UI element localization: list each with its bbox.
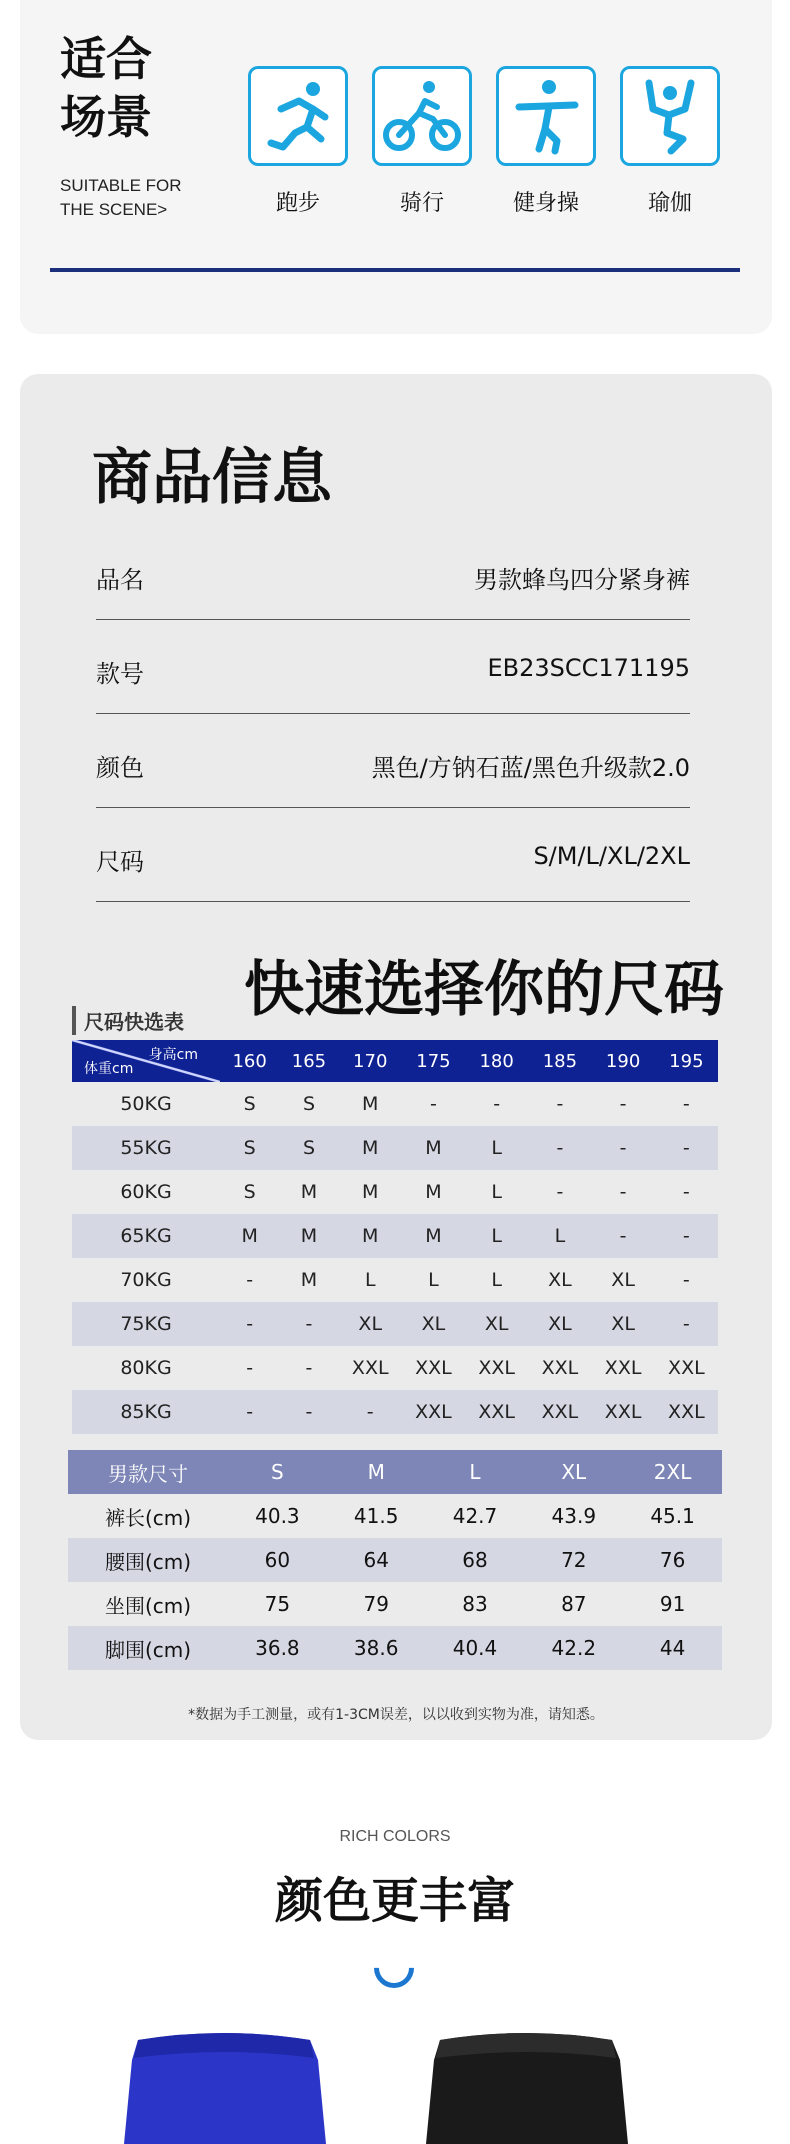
size-cell: XL xyxy=(611,1313,635,1335)
size-chart-header-row xyxy=(68,1450,722,1494)
height-header: 160 xyxy=(220,1040,279,1082)
size-chart-size-header: S xyxy=(228,1450,327,1494)
scene-label-running: 跑步 xyxy=(275,191,320,216)
info-value: 黑色/方钠石蓝/黑色升级款2.0 xyxy=(371,754,690,782)
size-cell: L xyxy=(364,1269,376,1291)
size-cell: L xyxy=(428,1269,439,1291)
size-cell: - xyxy=(556,1093,564,1115)
scene-label-aerobics: 健身操 xyxy=(512,191,579,216)
size-cell: L xyxy=(491,1225,502,1247)
size-cell: - xyxy=(682,1313,690,1335)
size-cell: S xyxy=(302,1093,315,1115)
size-cell: - xyxy=(682,1181,690,1203)
height-header: 175 xyxy=(402,1040,465,1082)
info-row-color xyxy=(96,714,690,808)
size-chart-row xyxy=(68,1626,722,1670)
size-cell: - xyxy=(682,1137,690,1159)
size-cell: M xyxy=(362,1181,379,1203)
size-cell: - xyxy=(682,1093,690,1115)
measure-value: 40.3 xyxy=(255,1504,300,1528)
measure-value: 68 xyxy=(462,1548,488,1572)
measure-value: 87 xyxy=(561,1592,587,1616)
size-cell: - xyxy=(246,1269,254,1291)
cycling-icon xyxy=(372,66,472,166)
measure-value: 83 xyxy=(462,1592,488,1616)
size-select-tag: 尺码快选表 xyxy=(72,1006,184,1035)
scene-subtitle-line2: THE SCENE> xyxy=(60,200,168,219)
measure-value: 42.2 xyxy=(551,1636,597,1660)
measure-value: 72 xyxy=(561,1548,587,1572)
scene-label-yoga: 瑜伽 xyxy=(647,191,692,216)
size-select-corner xyxy=(72,1040,220,1082)
size-cell: M xyxy=(362,1093,379,1115)
size-cell: - xyxy=(305,1357,313,1379)
info-key: 款号 xyxy=(96,660,144,688)
size-select-header-row xyxy=(72,1040,718,1082)
measure-value: 40.4 xyxy=(452,1636,498,1660)
size-cell: XXL xyxy=(604,1401,642,1423)
measure-value: 91 xyxy=(659,1592,686,1616)
size-cell: XXL xyxy=(668,1401,705,1423)
height-header: 185 xyxy=(528,1040,591,1082)
weight-cell: 70KG xyxy=(120,1269,172,1291)
blue-shorts-image xyxy=(118,2032,330,2144)
decorative-arc xyxy=(366,1940,423,1997)
weight-cell: 85KG xyxy=(120,1401,172,1423)
scene-subtitle xyxy=(60,174,182,222)
corner-height-label: 身高cm xyxy=(148,1047,198,1063)
running-icon xyxy=(248,66,348,166)
scene-title-line1: 适合 xyxy=(60,32,152,86)
size-cell: M xyxy=(425,1137,442,1159)
size-cell: M xyxy=(425,1225,442,1247)
size-cell: - xyxy=(556,1137,564,1159)
yoga-icon xyxy=(620,66,720,166)
size-cell: - xyxy=(246,1357,254,1379)
aerobics-icon xyxy=(496,66,596,166)
info-key: 颜色 xyxy=(96,754,144,782)
size-cell: XXL xyxy=(415,1357,452,1379)
size-cell: - xyxy=(493,1093,501,1115)
measure-label: 裤长(cm) xyxy=(104,1505,192,1530)
size-cell: M xyxy=(300,1225,318,1247)
size-chart-size-header: 2XL xyxy=(623,1450,722,1494)
size-cell: M xyxy=(300,1269,318,1291)
measure-label: 脚围(cm) xyxy=(104,1637,192,1662)
height-header: 195 xyxy=(655,1040,718,1082)
height-header: 165 xyxy=(279,1040,338,1082)
size-cell: L xyxy=(491,1181,502,1203)
size-chart-row xyxy=(68,1538,722,1582)
size-chart-size-header: L xyxy=(426,1450,525,1494)
measure-label: 腰围(cm) xyxy=(104,1549,192,1574)
size-cell: XL xyxy=(484,1313,509,1335)
size-select-row xyxy=(72,1302,718,1346)
size-cell: S xyxy=(302,1137,315,1159)
size-select-row xyxy=(72,1258,718,1302)
size-cell: - xyxy=(246,1401,254,1423)
scene-divider xyxy=(50,268,740,272)
height-header: 170 xyxy=(339,1040,402,1082)
size-cell: XL xyxy=(421,1313,446,1335)
info-row-style xyxy=(96,620,690,714)
size-cell: - xyxy=(556,1181,564,1203)
colors-subtitle: RICH COLORS xyxy=(339,1828,451,1845)
size-cell: XXL xyxy=(541,1357,579,1379)
size-cell: L xyxy=(491,1269,502,1291)
measurement-note: *数据为手工测量，或有1-3CM误差，以以收到实物为准，请知悉。 xyxy=(188,1707,604,1723)
measure-value: 44 xyxy=(659,1636,686,1660)
size-chart-size-header: XL xyxy=(524,1450,623,1494)
size-cell: S xyxy=(243,1137,256,1159)
weight-cell: 80KG xyxy=(120,1357,172,1379)
black-shorts-image xyxy=(420,2032,632,2144)
scene-title xyxy=(60,30,152,146)
weight-cell: 50KG xyxy=(120,1093,172,1115)
info-key: 尺码 xyxy=(96,848,144,876)
weight-cell: 60KG xyxy=(120,1181,172,1203)
size-select-row xyxy=(72,1082,718,1126)
size-cell: M xyxy=(425,1181,442,1203)
size-chart-header-label: 男款尺寸 xyxy=(68,1450,228,1494)
size-cell: - xyxy=(430,1093,437,1115)
weight-cell: 65KG xyxy=(120,1225,172,1247)
height-header: 190 xyxy=(592,1040,655,1082)
size-cell: XXL xyxy=(478,1357,515,1379)
size-chart-row xyxy=(68,1582,722,1626)
info-row-name xyxy=(96,526,690,620)
size-cell: S xyxy=(243,1093,256,1115)
size-cell: M xyxy=(362,1137,379,1159)
size-cell: M xyxy=(300,1181,318,1203)
size-cell: - xyxy=(305,1313,313,1335)
measure-label: 坐围(cm) xyxy=(104,1593,192,1618)
info-title: 商品信息 xyxy=(92,443,332,513)
measure-value: 38.6 xyxy=(353,1636,399,1660)
size-cell: - xyxy=(619,1225,627,1247)
size-cell: - xyxy=(619,1093,627,1115)
size-chart-table xyxy=(68,1450,722,1670)
measure-value: 43.9 xyxy=(551,1504,597,1528)
info-value: EB23SCC171195 xyxy=(487,654,690,682)
product-info-section xyxy=(20,374,772,1740)
info-key: 品名 xyxy=(96,566,144,594)
size-cell: XL xyxy=(548,1313,572,1335)
measure-value: 42.7 xyxy=(452,1504,498,1528)
size-select-row xyxy=(72,1390,718,1434)
measure-value: 36.8 xyxy=(255,1636,300,1660)
scene-section xyxy=(20,0,772,334)
size-cell: M xyxy=(362,1225,379,1247)
measure-value: 76 xyxy=(659,1548,686,1572)
size-cell: S xyxy=(243,1181,256,1203)
size-cell: L xyxy=(491,1137,502,1159)
colors-title: 颜色更丰富 xyxy=(274,1873,515,1929)
measure-value: 41.5 xyxy=(353,1504,399,1528)
weight-cell: 55KG xyxy=(120,1137,172,1159)
size-cell: - xyxy=(366,1401,374,1423)
scene-subtitle-line1: SUITABLE FOR xyxy=(60,176,182,195)
size-cell: XL xyxy=(611,1269,635,1291)
size-cell: - xyxy=(682,1225,690,1247)
size-cell: - xyxy=(305,1401,313,1423)
size-cell: - xyxy=(682,1269,690,1291)
scene-label-cycling: 骑行 xyxy=(399,191,444,216)
size-select-heading: 快速选择你的尺码 xyxy=(244,955,724,1025)
weight-cell: 75KG xyxy=(120,1313,172,1335)
size-cell: XL xyxy=(548,1269,572,1291)
size-select-table xyxy=(72,1040,718,1434)
size-cell: XXL xyxy=(478,1401,515,1423)
size-cell: XL xyxy=(358,1313,383,1335)
measure-value: 60 xyxy=(264,1548,291,1572)
height-header: 180 xyxy=(465,1040,528,1082)
size-cell: XXL xyxy=(604,1357,642,1379)
size-cell: XXL xyxy=(668,1357,705,1379)
size-cell: XXL xyxy=(541,1401,579,1423)
size-cell: - xyxy=(619,1137,627,1159)
measure-value: 75 xyxy=(264,1592,291,1616)
size-cell: M xyxy=(241,1225,258,1247)
size-cell: XXL xyxy=(351,1357,389,1379)
size-chart-row xyxy=(68,1494,722,1538)
size-select-row xyxy=(72,1126,718,1170)
size-cell: - xyxy=(619,1181,627,1203)
info-value: 男款蜂鸟四分紧身裤 xyxy=(474,566,690,594)
size-select-row xyxy=(72,1214,718,1258)
corner-weight-label: 体重cm xyxy=(84,1061,134,1077)
size-cell: - xyxy=(246,1313,254,1335)
size-chart-size-header: M xyxy=(327,1450,426,1494)
info-row-size xyxy=(96,808,690,902)
measure-value: 79 xyxy=(363,1592,389,1616)
size-select-row xyxy=(72,1346,718,1390)
measure-value: 64 xyxy=(363,1548,389,1572)
size-cell: XXL xyxy=(415,1401,452,1423)
size-cell: L xyxy=(554,1225,566,1247)
size-select-row xyxy=(72,1170,718,1214)
info-value: S/M/L/XL/2XL xyxy=(533,842,690,870)
measure-value: 45.1 xyxy=(650,1504,695,1528)
scene-title-line2: 场景 xyxy=(60,90,152,144)
